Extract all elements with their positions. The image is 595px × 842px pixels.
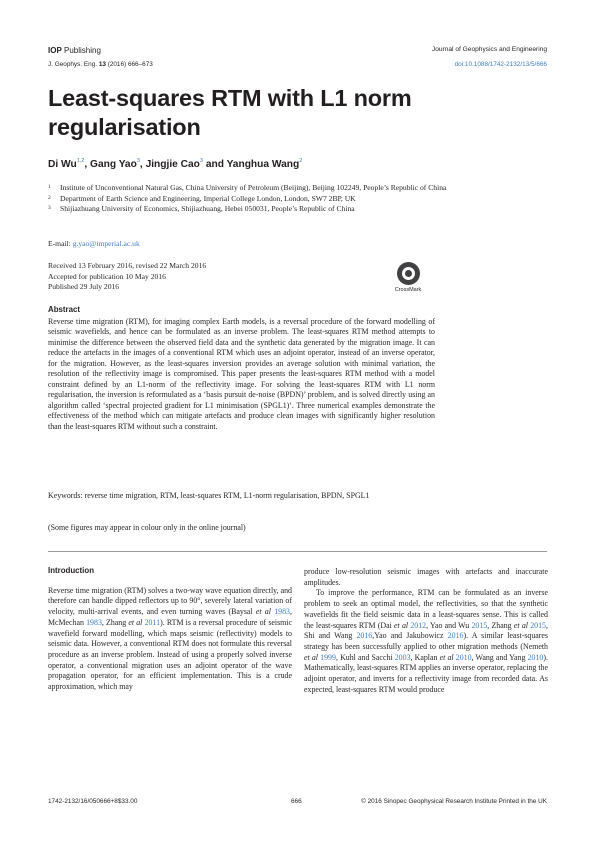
publication-dates: Received 13 February 2016, revised 22 March 2016 Accepted for publication 10 May 2016 Published 29 July 2016 — [48, 261, 207, 291]
citation: J. Geophys. Eng. 13 (2016) 666–673 — [48, 61, 153, 68]
affiliation-ref[interactable]: 2 — [299, 158, 303, 164]
author-list: Di Wu$^{1,2}$, Gang Yao$^3$, Jingjie Cao$^3$ and Yanghua Wang$^2$ — [48, 158, 303, 170]
affiliation: 3 Shijiazhuang University of Economics, Shijiazhuang, Hebei 050031, People’s Republic of China — [48, 204, 355, 213]
citation-link[interactable]: 2003 — [394, 652, 411, 662]
abstract-text: Reverse time migration (RTM), for imaging complex Earth models, is a reversal procedure of the forward modelling of seismic wavefields, and hence can be formulated as an inverse problem. The least-squares RTM method attempts to minimise the difference between the observed field data and the synthetic data generated by the migration image. It can reduce the artefacts in the images of a conventional RTM which uses an adjoint operator, instead of an inverse operator, for the migration. However, as the least-squares inversion provides an average solution with minimal variation, the resolution of the reflectivity image is compromised. This paper presents the least-squares RTM method with a model constraint defined by an L1-norm of the reflectivity image. For solving the least-squares RTM with L1 norm regularisation, the inversion is reformulated as a ‘basis pursuit de-noise (BPDN)’ problem, and is solved directly using an algorithm called ‘spectral projected gradient for L1 minimisation (SPGL1)’. Three numerical examples demonstrate the effectiveness of the method which can mitigate artefacts and produce clean images with significantly higher resolution than the least-squares RTM without such a constraint. — [48, 316, 435, 431]
affiliation-ref[interactable]: 3 — [136, 158, 140, 164]
author-name[interactable]: Gang Yao — [90, 159, 137, 170]
divider — [48, 551, 547, 552]
publisher-logo[interactable]: IOP Publishing — [48, 46, 101, 55]
citation-link[interactable]: 2010 — [527, 652, 544, 662]
author-name[interactable]: Di Wu — [48, 159, 77, 170]
journal-name[interactable]: Journal of Geophysics and Engineering — [431, 46, 547, 53]
citation-link[interactable]: 2015 — [530, 620, 546, 630]
doi-link[interactable]: doi:10.1088/1742-2132/13/5/666 — [454, 61, 547, 68]
citation-link[interactable]: 1999 — [320, 652, 336, 662]
section-heading: Introduction — [48, 566, 95, 575]
colour-note: (Some figures may appear in colour only in the online journal) — [48, 523, 246, 532]
citation-link[interactable]: 1983 — [86, 617, 102, 627]
corresponding-email: E-mail: g.yao@imperial.ac.uk — [48, 239, 140, 248]
affiliation: 2 Department of Earth Science and Engineering, Imperial College London, London, SW7 2BP, UK — [48, 193, 356, 203]
affiliations — [48, 183, 448, 215]
affiliation-ref[interactable]: 3 — [199, 158, 203, 164]
footer-copyright: © 2016 Sinopec Geophysical Research Institute Printed in the UK — [361, 798, 547, 805]
footer-issn: 1742-2132/16/050666+8$33.00 — [48, 798, 138, 805]
paragraph: To improve the performance, RTM can be formulated as an inverse problem to seek an optimal model, the reflectivities, so that the synthetic wavefields fit the field seismic data in a least-squares sense. This is called the least-squares RTM (Dai et al 2012, Yao and Wu 2015, Zhang et al 2015, Shi and Wang 2016,Yao and Jakubowicz 2016). A similar least-squares strategy has been successfully applied to other migration methods (Nemeth et al 1999, Kuhl and Sacchi 2003, Kaplan et al 2010, Wang and Yang 2010). Mathematically, least-squares RTM applies an inverse operator, replacing the adjoint operator, and inverts for a reflectivity image from recorded data. As expected, least-squares RTM would produce — [304, 588, 549, 694]
abstract — [48, 305, 435, 432]
body-column-left — [48, 566, 292, 693]
email-link[interactable]: g.yao@imperial.ac.uk — [72, 239, 140, 248]
body-column-right — [304, 567, 548, 695]
author-name[interactable]: Jingjie Cao — [145, 159, 200, 170]
citation-link[interactable]: 2016 — [356, 631, 373, 641]
paragraph: Reverse time migration (RTM) solves a two-way wave equation directly, and therefore can handle dipped reflectors up to 90°, severely lateral variation of velocity, multi-arrival events, and even turning waves (Baysal et al 1983, McMechan 1983, Zhang et al 2011). RTM is a reversal procedure of seismic wavefield forward modelling, which maps seismic (reflectivity) models to seismic data. However, a conventional RTM does not formulate this reversal procedure as an inverse problem. Instead of using a properly solved inverse operator, a conventional migration uses an adjoint operator of the wave propagation operator, for an efficient implementation. This is a crude approximation, which may — [48, 585, 293, 692]
abstract-heading: Abstract — [48, 305, 81, 314]
keywords: Keywords: reverse time migration, RTM, least-squares RTM, L1-norm regularisation, BPDN, SPGL1 — [48, 491, 370, 500]
citation-link[interactable]: 2011 — [144, 617, 161, 627]
author-name[interactable]: Yanghua Wang — [226, 159, 300, 170]
affiliation-ref[interactable]: 1,2 — [76, 158, 85, 164]
page-number: 666 — [291, 798, 302, 805]
citation-link[interactable]: 1983 — [274, 607, 290, 617]
citation-link[interactable]: 2012 — [410, 620, 427, 630]
citation-link[interactable]: 2016 — [447, 631, 464, 641]
paper-title: Least-squares RTM with L1 norm regularisation — [48, 85, 412, 140]
crossmark-badge[interactable]: CrossMark — [391, 262, 425, 293]
citation-link[interactable]: 2015 — [471, 620, 488, 630]
affiliation: 1 Institute of Unconventional Natural Gas, China University of Petroleum (Beijing), Beijing 102249, People’s Republic of China — [48, 183, 447, 192]
crossmark-icon — [397, 262, 420, 285]
citation-link[interactable]: 2010 — [455, 652, 472, 662]
paragraph: produce low-resolution seismic images with artefacts and inaccurate amplitudes. — [304, 567, 548, 587]
